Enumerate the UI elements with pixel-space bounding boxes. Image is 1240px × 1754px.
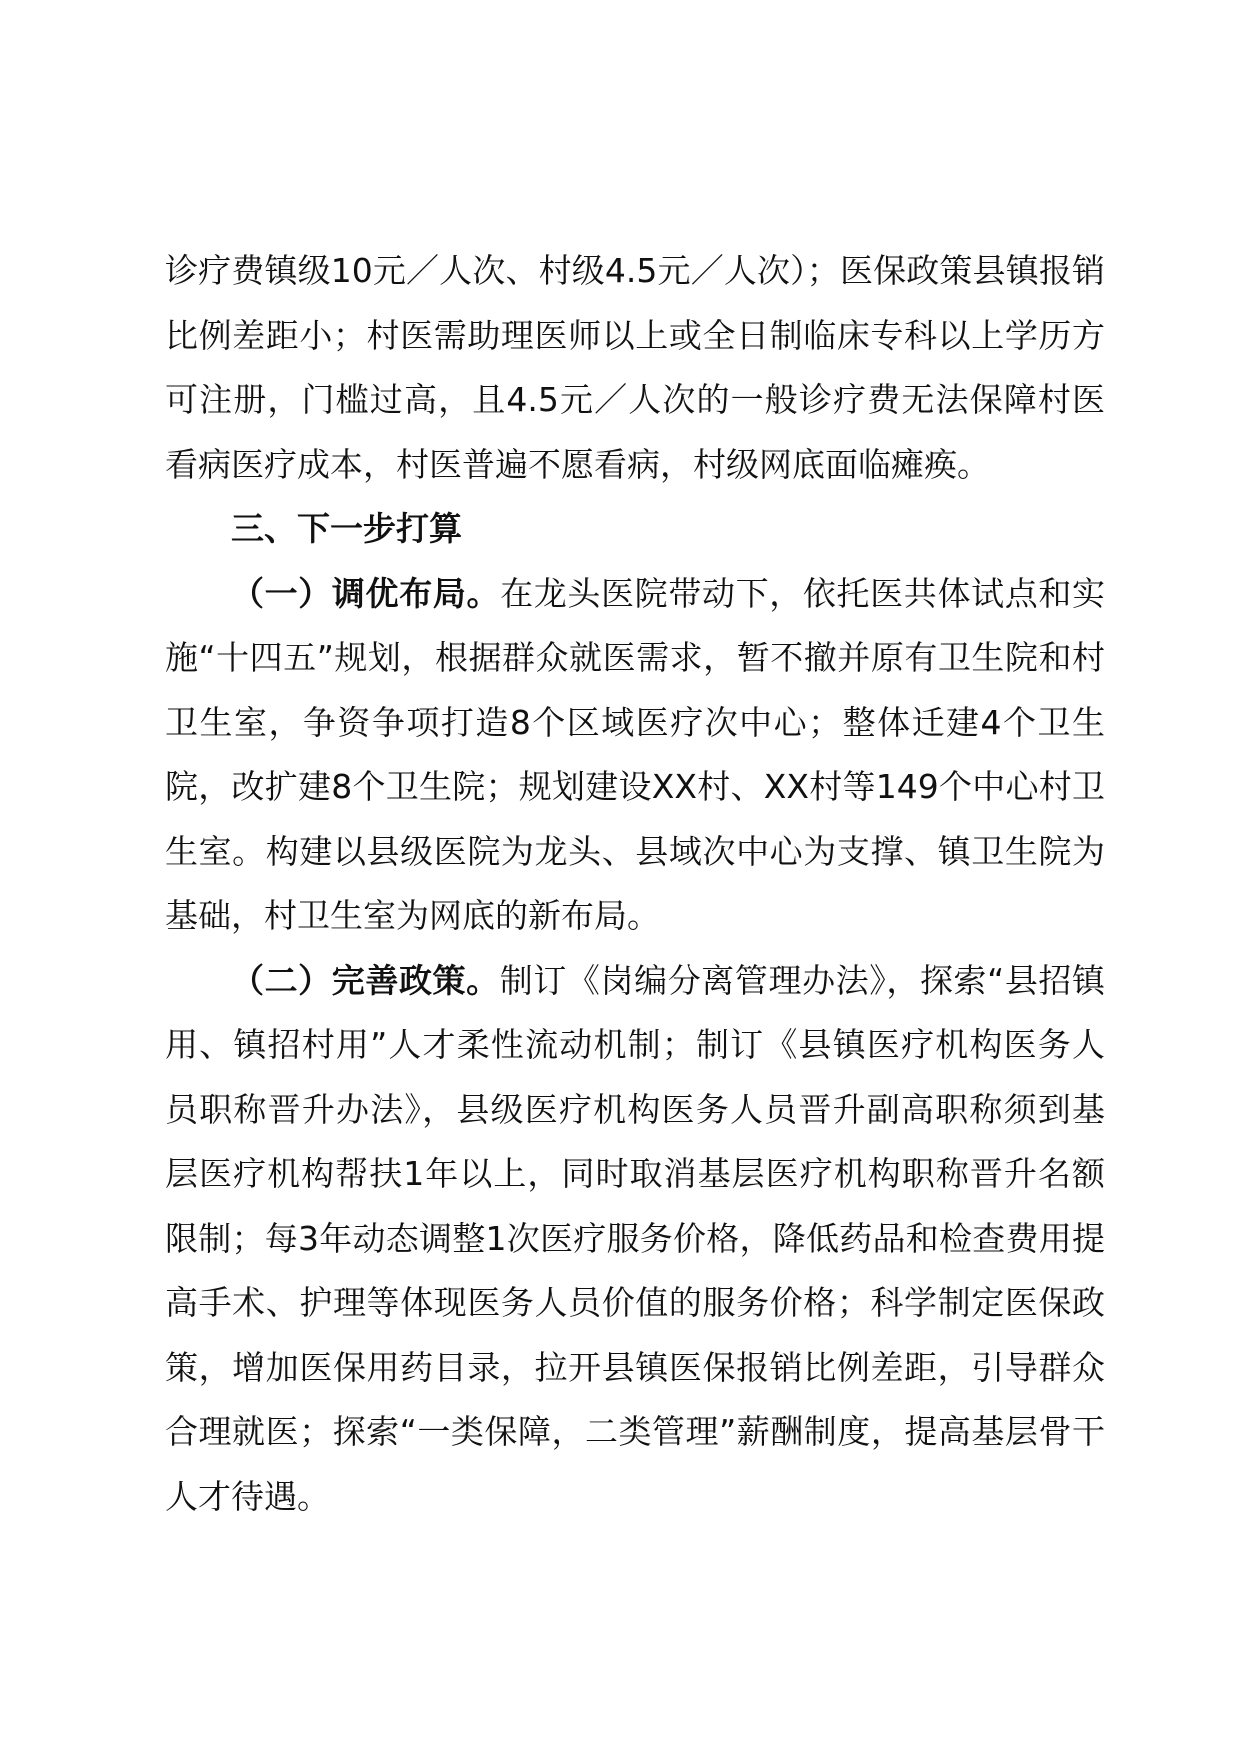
paragraph-lead-adjust-layout: （一）调优布局。 (231, 573, 501, 613)
document-body (165, 239, 1105, 1529)
paragraph-lead-improve-policy: （二）完善政策。 (231, 960, 500, 1000)
paragraph-text-adjust-layout: 在龙头医院带动下，依托医共体试点和实施“十四五”规划，根据群众就医需求，暂不撤并原有卫生院和村卫生室，争资争项打造8个区域医疗次中心；整体迁建4个卫生院，改扩建8个卫生院；规划建设XX村、XX村等149个中心村卫生室。构建以县级医院为龙头、县域次中心为支撑、镇卫生院为基础，村卫生室为网底的新布局。 (165, 573, 1106, 935)
paragraph-improve-policy (165, 949, 1105, 1530)
section-heading: 三、下一步打算 (231, 509, 462, 548)
continuation-paragraph: 诊疗费镇级10元／人次、村级4.5元／人次）；医保政策县镇报销比例差距小；村医需助理医师以上或全日制临床专科以上学历方可注册，门槛过高，且4.5元／人次的一般诊疗费无法保障村医看病医疗成本，村医普遍不愿看病，村级网底面临瘫痪。 (165, 251, 1105, 484)
paragraph-text-improve-policy: 制订《岗编分离管理办法》，探索“县招镇用、镇招村用”人才柔性流动机制；制订《县镇医疗机构医务人员职称晋升办法》，县级医疗机构医务人员晋升副高职称须到基层医疗机构帮扶1年以上，同时取消基层医疗机构职称晋升名额限制；每3年动态调整1次医疗服务价格，降低药品和检查费用提高手术、护理等体现医务人员价值的服务价格；科学制定医保政策，增加医保用药目录，拉开县镇医保报销比例差距，引导群众合理就医；探索“一类保障，二类管理”薪酬制度，提高基层骨干人才待遇。 (165, 960, 1106, 1516)
paragraph-adjust-layout (165, 562, 1105, 949)
